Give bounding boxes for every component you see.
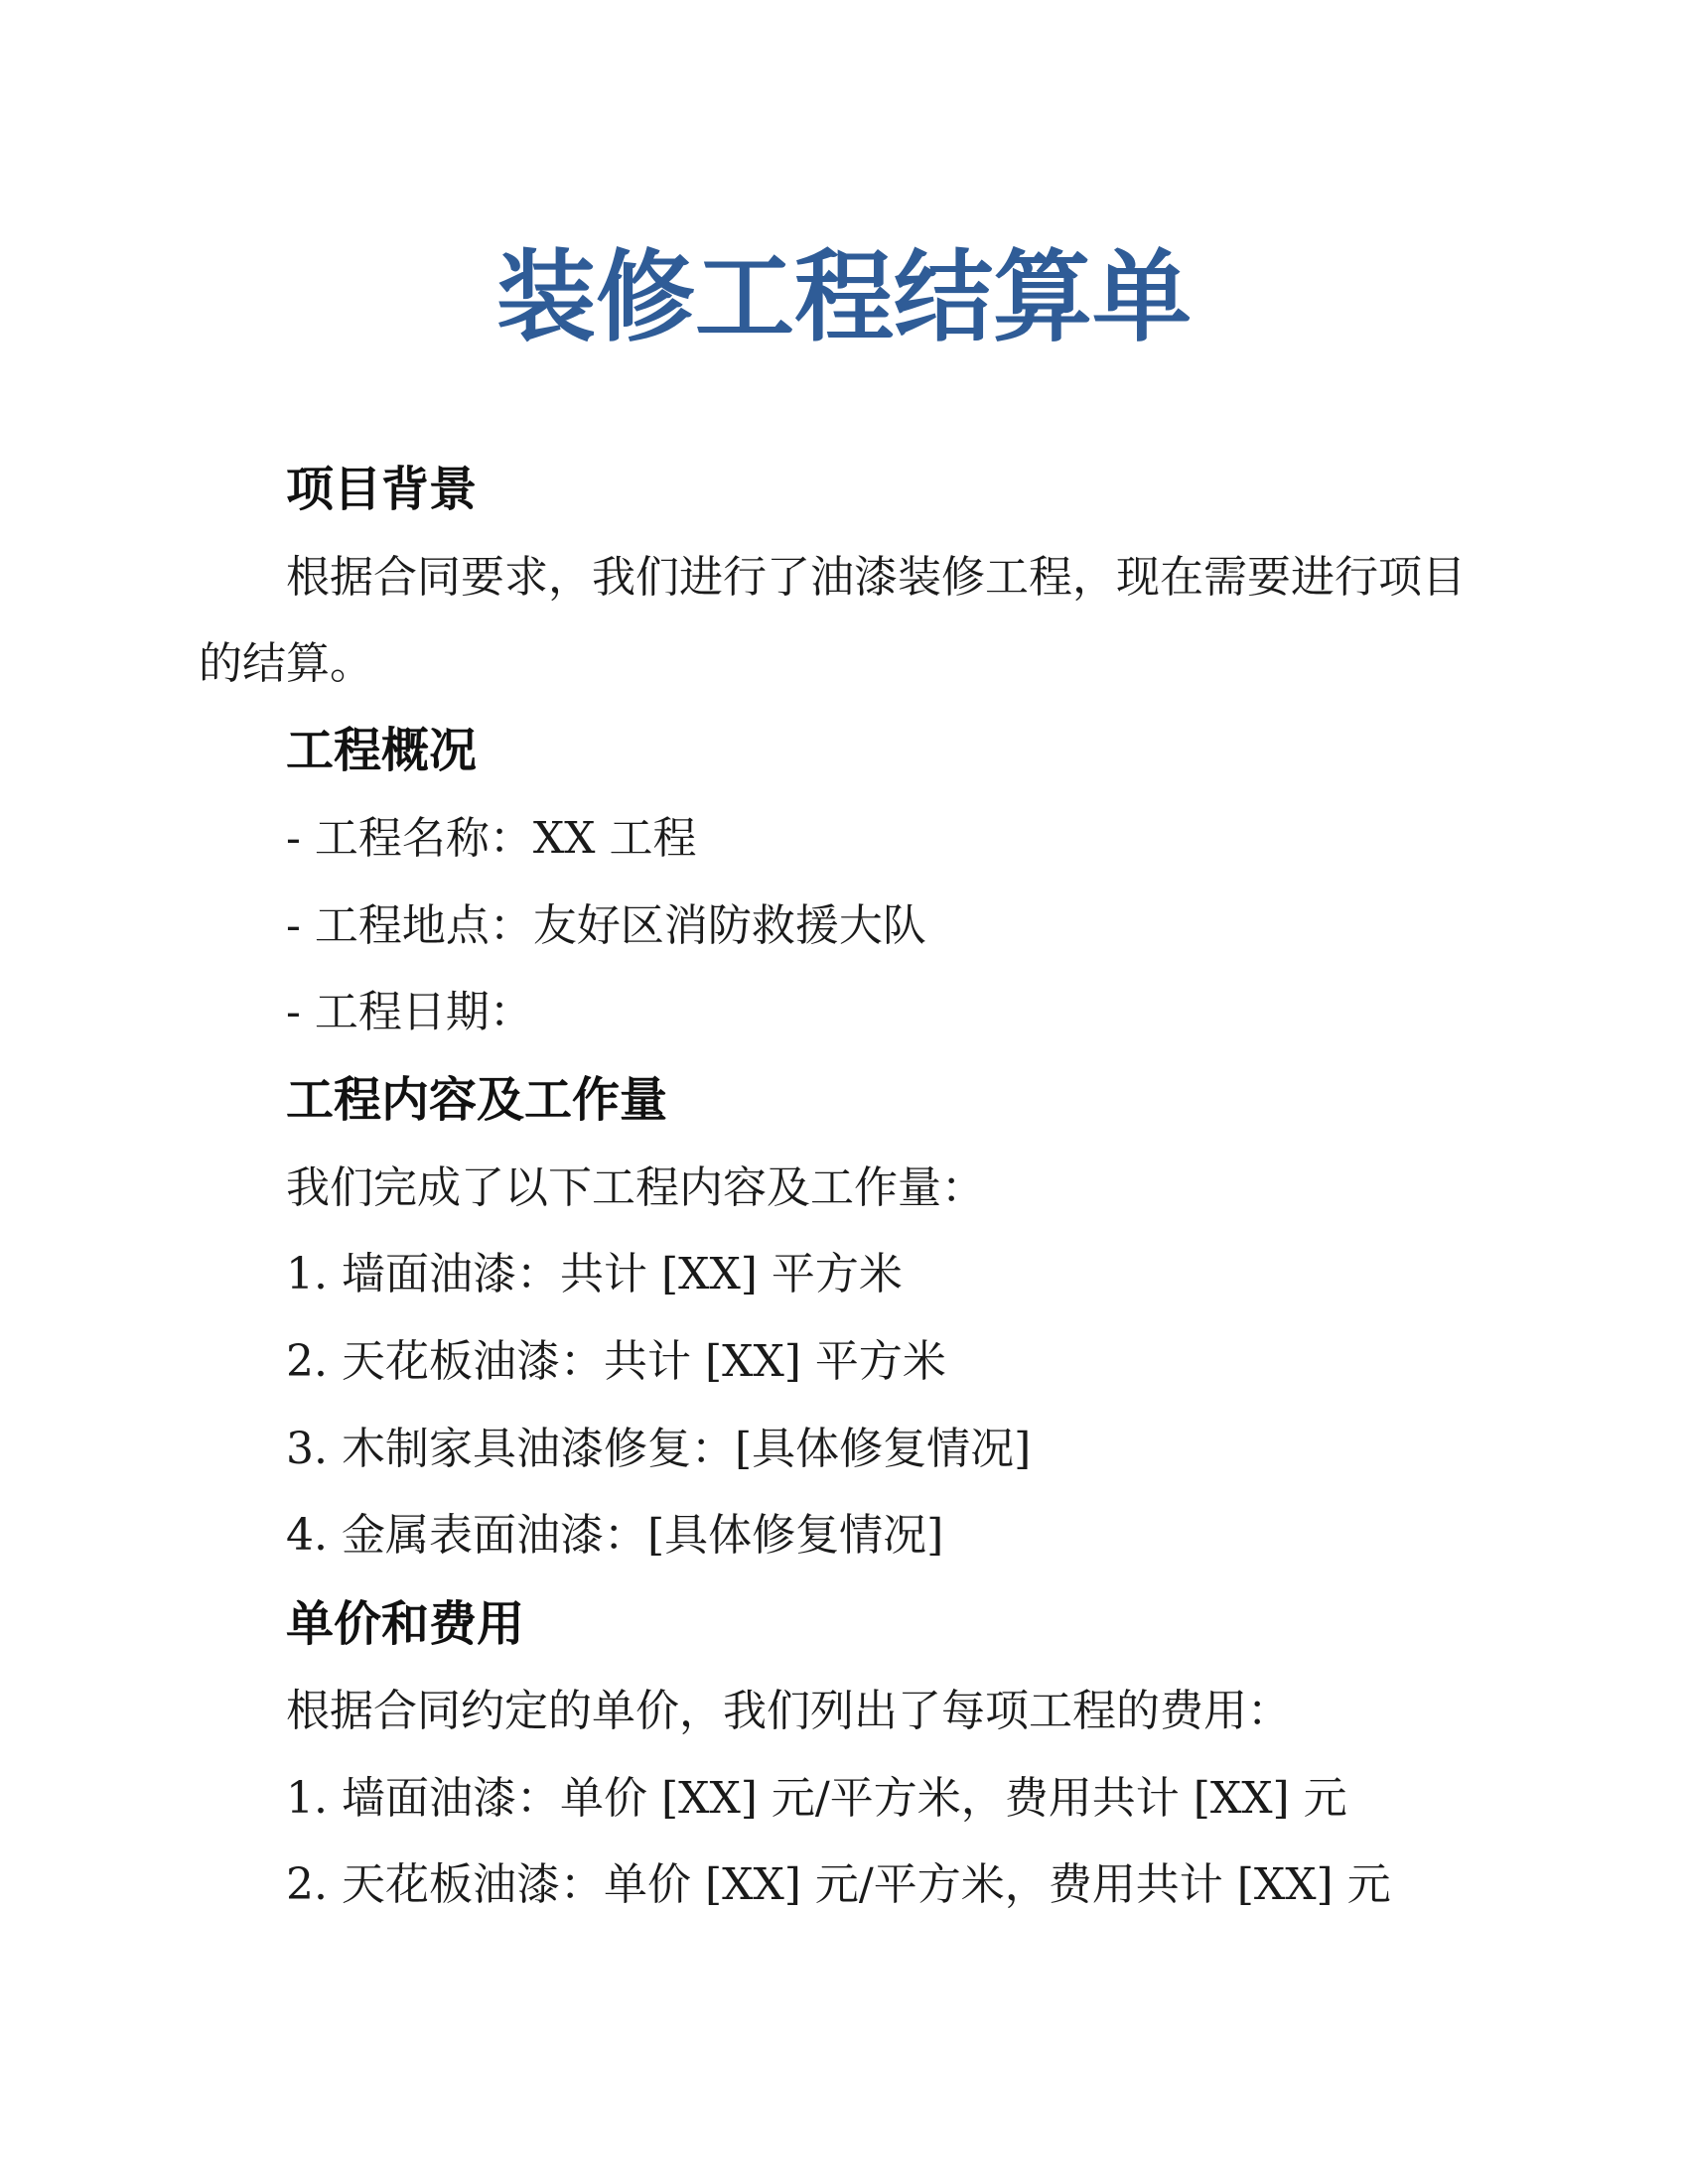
content-item-4: 4. 金属表面油漆：[具体修复情况] xyxy=(286,1510,944,1561)
content-item-2: 2. 天花板油漆：共计 [XX] 平方米 xyxy=(286,1336,946,1387)
section-heading-pricing: 单价和费用 xyxy=(286,1596,525,1652)
pricing-intro: 根据合同约定的单价，我们列出了每项工程的费用： xyxy=(286,1686,1291,1736)
overview-item-location: - 工程地点：友好区消防救援大队 xyxy=(286,900,926,951)
content-item-3: 3. 木制家具油漆修复：[具体修复情况] xyxy=(286,1424,1032,1474)
overview-item-name: - 工程名称：XX 工程 xyxy=(286,813,697,864)
pricing-item-1: 1. 墙面油漆：单价 [XX] 元/平方米，费用共计 [XX] 元 xyxy=(286,1773,1347,1824)
content-item-1: 1. 墙面油漆：共计 [XX] 平方米 xyxy=(286,1249,903,1299)
content-intro: 我们完成了以下工程内容及工作量： xyxy=(286,1162,985,1213)
document-title: 装修工程结算单 xyxy=(496,239,1192,355)
section-heading-overview: 工程概况 xyxy=(286,723,478,778)
background-paragraph-line-1: 根据合同要求，我们进行了油漆装修工程，现在需要进行项目 xyxy=(286,552,1466,603)
section-heading-background: 项目背景 xyxy=(286,462,478,517)
overview-item-date: - 工程日期： xyxy=(286,987,533,1037)
section-heading-content: 工程内容及工作量 xyxy=(286,1072,668,1128)
background-paragraph-line-2: 的结算。 xyxy=(199,638,373,689)
pricing-item-2: 2. 天花板油漆：单价 [XX] 元/平方米，费用共计 [XX] 元 xyxy=(286,1859,1391,1910)
